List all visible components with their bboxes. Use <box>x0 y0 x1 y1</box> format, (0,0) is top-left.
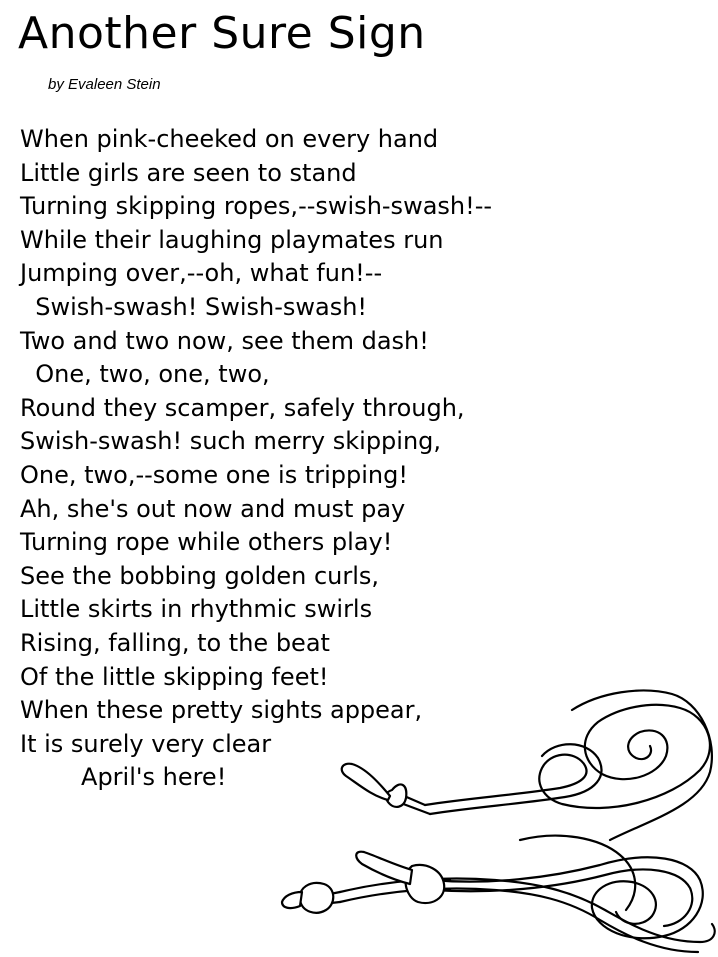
poem-line: Turning rope while others play! <box>20 528 393 557</box>
poem-line: Swish-swash! such merry skipping, <box>20 427 442 456</box>
poem-line: It is surely very clear <box>20 729 272 758</box>
jump-rope-icon <box>280 680 718 957</box>
poem-line: Rising, falling, to the beat <box>20 628 330 657</box>
poem-line: Two and two now, see them dash! <box>20 326 429 355</box>
poem-line: Of the little skipping feet! <box>20 662 329 691</box>
poem-line: Turning skipping ropes,--swish-swash!-- <box>20 192 493 221</box>
poem-line: See the bobbing golden curls, <box>20 561 380 590</box>
poem-line: When pink-cheeked on every hand <box>20 125 439 153</box>
poem-line: While their laughing playmates run <box>20 225 444 254</box>
poem-line: One, two,--some one is tripping! <box>20 460 408 489</box>
poem-line: Little skirts in rhythmic swirls <box>20 595 373 624</box>
poem-line: Jumping over,--oh, what fun!-- <box>20 259 383 288</box>
poem-line: Little girls are seen to stand <box>20 158 357 187</box>
poem-line: Ah, she's out now and must pay <box>20 494 406 523</box>
poem-title: Another Sure Sign <box>18 8 426 59</box>
poem-byline: by Evaleen Stein <box>48 76 161 93</box>
poem-line: When these pretty sights appear, <box>20 696 423 725</box>
poem-line: April's here! <box>20 763 227 792</box>
poem-line: Round they scamper, safely through, <box>20 393 465 422</box>
poem-line: One, two, one, two, <box>20 360 270 389</box>
poem-line: Swish-swash! Swish-swash! <box>20 292 368 321</box>
